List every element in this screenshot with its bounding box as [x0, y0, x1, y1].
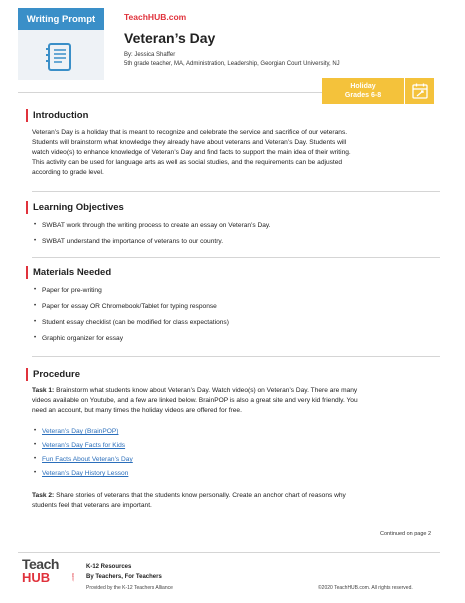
- author-credentials: 5th grade teacher, MA, Administration, Leadership, Georgian Court University, NJ: [124, 61, 340, 67]
- text-line: This activity can be used for language arts as well as social studies, and the requirements can be adjusted: [32, 159, 343, 166]
- logo-hub: HUB: [22, 570, 51, 585]
- link-fun-facts[interactable]: Fun Facts About Veteran’s Day: [42, 456, 133, 463]
- introduction-heading: Introduction: [26, 109, 88, 122]
- section-divider: [32, 191, 440, 192]
- category-label: Holiday: [350, 83, 376, 90]
- text-fragment: Share stories of veterans that the students know personally. Create an anchor chart of reasons why: [54, 492, 346, 499]
- task-1-text: [32, 386, 440, 416]
- text-line: [32, 386, 440, 396]
- holiday-festive-icon: [411, 82, 429, 100]
- task-2-text: [32, 491, 440, 511]
- section-divider: [32, 356, 440, 357]
- objectives-list: [32, 222, 432, 245]
- text-line: Veteran’s Day is a holiday that is meant to recognize and celebrate the service and sacrifice of our veterans.: [32, 129, 348, 136]
- link-facts-for-kids[interactable]: Veteran’s Day Facts for Kids: [42, 442, 126, 449]
- materials-heading: Materials Needed: [26, 266, 111, 279]
- category-badge: [322, 78, 404, 104]
- provided-by: Provided by the K-12 Teachers Alliance: [86, 585, 173, 591]
- page-title: Veteran’s Day: [124, 30, 216, 46]
- footer-line-2: By Teachers, For Teachers: [86, 574, 162, 580]
- link-history-lesson[interactable]: Veteran’s Day History Lesson: [42, 470, 129, 477]
- list-item: [32, 456, 432, 463]
- footer-line-1: K-12 Resources: [86, 564, 132, 570]
- text-line: students feel that veterans are important.: [32, 502, 152, 509]
- video-links-list: [32, 428, 432, 477]
- logo-com: .com: [70, 573, 75, 582]
- list-item: • Paper for essay OR Chromebook/Tablet for typing response: [32, 303, 432, 310]
- objectives-heading: Learning Objectives: [26, 201, 124, 214]
- text-fragment: Brainstorm what students know about Veteran’s Day. Watch video(s) on Veteran’s Day. There are many: [54, 387, 358, 394]
- list-item: • Paper for pre-writing: [32, 287, 432, 294]
- text-line: videos available on Youtube, and a few are linked below. BrainPOP is also a great site and very kid friendly. You: [32, 397, 358, 404]
- procedure-heading: Procedure: [26, 368, 80, 381]
- list-item: [32, 428, 432, 435]
- text-line: [32, 491, 440, 501]
- text-line: watch video(s) to enhance knowledge of Veteran’s Day and find facts to support the main idea of their writing.: [32, 149, 351, 156]
- task-label: Task 1:: [32, 387, 55, 394]
- list-item: [32, 442, 432, 449]
- author-name: By: Jessica Shaffer: [124, 52, 176, 58]
- holiday-icon-badge: [404, 78, 434, 104]
- introduction-text: [32, 128, 440, 178]
- list-item: • Student essay checklist (can be modified for class expectations): [32, 319, 432, 326]
- copyright: ©2020 TeachHUB.com. All rights reserved.: [318, 585, 413, 591]
- text-line: need an account, but many times the holiday videos are offered for free.: [32, 407, 242, 414]
- writing-prompt-tag: Writing Prompt: [18, 8, 104, 30]
- link-brainpop-video[interactable]: Veteran’s Day (BrainPOP): [42, 428, 119, 435]
- list-item: • Graphic organizer for essay: [32, 335, 432, 342]
- footer-tagline: [86, 562, 162, 582]
- continued-note: Continued on page 2: [380, 531, 432, 537]
- list-item: [32, 470, 432, 477]
- list-item: • SWBAT work through the writing process to create an essay on Veteran’s Day.: [32, 222, 432, 229]
- notebook-icon: [45, 42, 75, 72]
- list-item: • SWBAT understand the importance of veterans to our country.: [32, 238, 432, 245]
- byline: [124, 51, 340, 69]
- materials-list: [32, 287, 432, 342]
- section-divider: [32, 257, 440, 258]
- teachhub-logo: [22, 557, 78, 595]
- text-line: Students will brainstorm what knowledge they already have about veterans and Veteran’s Day. Students will: [32, 139, 347, 146]
- brand-name: TeachHUB.com: [124, 12, 187, 22]
- task-label: Task 2:: [32, 492, 55, 499]
- footer-divider: [18, 552, 440, 553]
- grade-level: Grades 6-8: [344, 92, 382, 99]
- text-line: according to grade level.: [32, 169, 104, 176]
- logo-teach: Teach: [22, 556, 59, 572]
- header-divider: [18, 92, 322, 93]
